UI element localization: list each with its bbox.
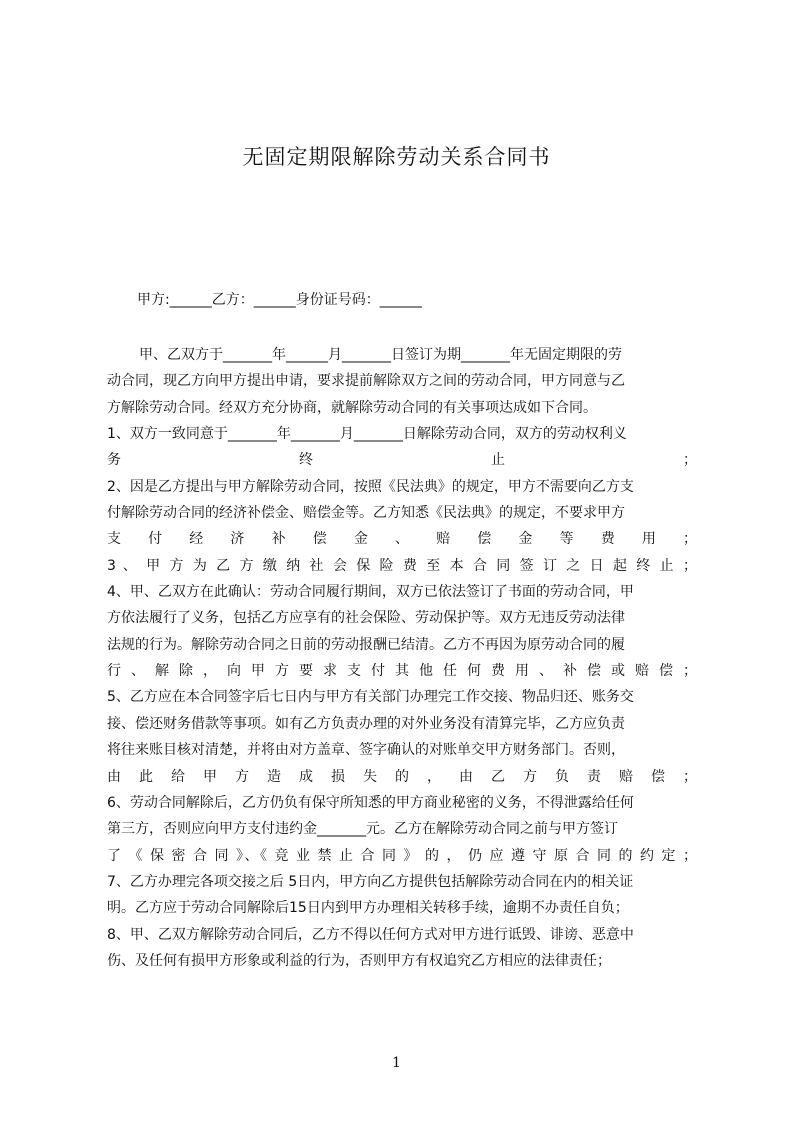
document-title: 无固定期限解除劳动关系合同书 (242, 145, 551, 169)
clause-5-line: 接、偿还财务借款等事项。如有乙方负责办理的对外业务没有清算完毕，乙方应负责 (107, 715, 625, 732)
paragraph-line: 方解除劳动合同。经双方充分协商，就解除劳动合同的有关事项达成如下合同。 (107, 399, 597, 416)
paragraph-line: 动合同，现乙方向甲方提出申请，要求提前解除双方之间的劳动合同，甲方同意与乙 (107, 373, 625, 390)
clause-8-line: 8、甲、乙双方解除劳动合同后，乙方不得以任何方式对甲方进行诋毁、诽谤、恶意中 (107, 926, 634, 943)
clause-1-line: 务 终 止 ； (107, 452, 697, 469)
clause-1-line: 1、双方一致同意于_______年_______月_______日解除劳动合同，双方的劳动权利义 (107, 426, 627, 443)
clause-6-line: 第三方，否则应向甲方支付违约金_______元。乙方在解除劳动合同之前与甲方签订 (107, 821, 618, 838)
clause-2-line: 支 付 经 济 补 偿 金 、 赔 偿 金 等 费 用 ； (107, 531, 697, 548)
contract-body (107, 342, 697, 1002)
clause-5-line: 将往来账目核对清楚，并将由对方盖章、签字确认的对账单交甲方财务部门。否则， (107, 742, 625, 759)
clause-2-line: 付解除劳动合同的经济补偿金、赔偿金等。乙方知悉《民法典》的规定，不要求甲方 (107, 505, 625, 522)
parties-line: 甲方:______乙方：______身份证号码：______ (137, 292, 422, 308)
clause-8-line: 伤、及任何有损甲方形象或利益的行为，否则甲方有权追究乙方相应的法律责任； (107, 952, 611, 969)
paragraph-line: 甲、乙双方于_______年______月_______日签订为期_______年无固定期限的劳 (139, 347, 622, 363)
clause-5-line: 由 此 给 甲 方 造 成 损 失 的 ， 由 乙 方 负 责 赔 偿 ； (107, 768, 697, 785)
clause-4-line: 方依法履行了义务，包括乙方应享有的社会保险、劳动保护等。双方无违反劳动法律 (107, 610, 625, 627)
clause-3-line: 3 、 甲 方 为 乙 方 缴 纳 社 会 保 险 费 至 本 合 同 签 订 之 日 起 终 止 ； (107, 557, 697, 574)
clause-4-line: 行 、 解 除 ， 向 甲 方 要 求 支 付 其 他 任 何 费 用 、 补 偿 或 赔 偿 ； (107, 663, 697, 680)
clause-4-line: 4、甲、乙双方在此确认：劳动合同履行期间，双方已依法签订了书面的劳动合同，甲 (107, 584, 634, 601)
clause-7-line: 明。乙方应于劳动合同解除后15日内到甲方办理相关转移手续，逾期不办责任自负； (107, 900, 629, 917)
clause-6-line: 6、劳动合同解除后，乙方仍负有保守所知悉的甲方商业秘密的义务，不得泄露给任何 (107, 794, 634, 811)
clause-7-line: 7、乙方办理完各项交接之后 5日内，甲方向乙方提供包括解除劳动合同在内的相关证 (107, 873, 634, 890)
clause-4-line: 法规的行为。解除劳动合同之日前的劳动报酬已结清。乙方不再因为原劳动合同的履 (107, 636, 625, 653)
clause-6-line: 了 《 保 密 合 同 》、《 竞 业 禁 止 合 同 》 的 ， 仍 应 遵 守 原 合 同 的 约 定 ； (107, 847, 697, 864)
clause-5-line: 5、乙方应在本合同签字后七日内与甲方有关部门办理完工作交接、物品归还、账务交 (107, 689, 634, 706)
clause-2-line: 2、因是乙方提出与甲方解除劳动合同，按照《民法典》的规定，甲方不需要向乙方支 (107, 478, 634, 495)
page-number: 1 (392, 1055, 401, 1071)
